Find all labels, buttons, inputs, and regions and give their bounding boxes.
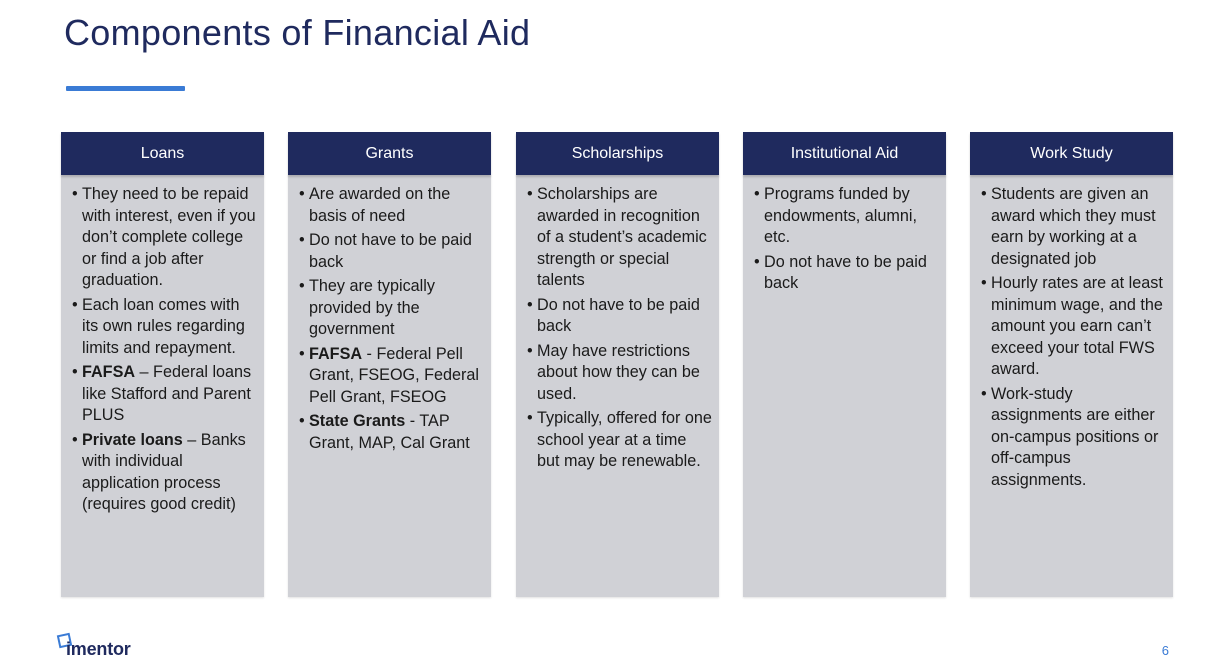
bullet-icon: • <box>527 409 533 427</box>
column-header: Institutional Aid <box>743 132 946 175</box>
bullet-bold-term: FAFSA <box>309 344 363 363</box>
bullet-icon: • <box>981 274 987 292</box>
bullet-item <box>754 184 940 249</box>
bullet-icon: • <box>299 231 305 249</box>
bullet-icon: • <box>981 384 987 403</box>
bullet-text: Students are given an award which they must earn by working at a designated job <box>991 185 1156 268</box>
bullet-item <box>981 384 1167 492</box>
bullet-icon: • <box>754 252 760 271</box>
column-header: Scholarships <box>516 132 719 175</box>
bullet-icon: • <box>299 185 305 203</box>
bullet-bold-term: FAFSA <box>82 363 136 381</box>
bullet-item <box>299 184 485 227</box>
bullet-icon: • <box>527 295 533 314</box>
bullet-list <box>527 184 713 473</box>
column-header: Grants <box>288 132 491 175</box>
bullet-item <box>527 341 713 406</box>
bullet-text: – Federal loans like Stafford and Parent PLUS <box>82 363 252 424</box>
bullet-icon: • <box>72 185 78 203</box>
bullet-text: Work-study assignments are either on-campus positions or off-campus assignments. <box>991 384 1159 489</box>
bullet-item <box>72 430 258 516</box>
bullet-item <box>299 276 485 341</box>
page-number: 6 <box>1161 643 1169 658</box>
bullet-icon: • <box>527 341 533 360</box>
column-institutional-aid <box>743 132 946 597</box>
bullet-text: - TAP Grant, MAP, Cal Grant <box>309 412 470 452</box>
bullet-item <box>299 411 485 454</box>
bullet-icon: • <box>299 277 305 295</box>
bullet-list <box>981 184 1167 491</box>
bullet-list <box>299 184 485 454</box>
bullet-list <box>72 184 258 516</box>
bullet-item <box>527 295 713 338</box>
column-body <box>288 175 491 597</box>
column-body <box>61 175 264 597</box>
bullet-text: Hourly rates are at least minimum wage, and the amount you earn can’t exceed your total FWS award. <box>991 274 1163 378</box>
bullet-icon: • <box>299 344 305 363</box>
bullet-text: They need to be repaid with interest, even if you don’t complete college or find a job after graduation. <box>82 185 256 289</box>
bullet-list <box>754 184 940 295</box>
column-work-study <box>970 132 1173 597</box>
bullet-icon: • <box>72 430 78 449</box>
bullet-item <box>527 408 713 473</box>
bullet-text: Programs funded by endowments, alumni, etc. <box>764 185 917 246</box>
column-body <box>516 175 719 597</box>
bullet-text: Scholarships are awarded in recognition of a student’s academic strength or special talents <box>537 185 707 289</box>
bullet-text: They are typically provided by the government <box>309 277 435 338</box>
slide-title: Components of Financial Aid <box>64 12 531 53</box>
bullet-text: - Federal Pell Grant, FSEOG, Federal Pell Grant, FSEOG <box>309 344 480 406</box>
bullet-item <box>754 252 940 295</box>
logo-text: imentor <box>66 639 131 659</box>
bullet-icon: • <box>72 295 78 314</box>
bullet-text: Typically, offered for one school year at a time but may be renewable. <box>537 409 712 470</box>
bullet-text: Do not have to be paid back <box>309 231 472 271</box>
column-header: Loans <box>61 132 264 175</box>
bullet-item <box>72 184 258 292</box>
bullet-item <box>981 184 1167 270</box>
bullet-icon: • <box>72 363 78 381</box>
bullet-item <box>299 344 485 409</box>
bullet-text: Each loan comes with its own rules regarding limits and repayment. <box>82 295 245 357</box>
bullet-icon: • <box>981 185 987 203</box>
bullet-text: Do not have to be paid back <box>537 295 700 335</box>
bullet-bold-term: Private loans <box>82 430 183 449</box>
imentor-logo <box>57 634 157 662</box>
column-body <box>970 175 1173 597</box>
bullet-item <box>527 184 713 292</box>
column-body <box>743 175 946 597</box>
bullet-text: – Banks with individual application process (requires good credit) <box>82 430 246 513</box>
bullet-item <box>299 230 485 273</box>
column-loans <box>61 132 264 597</box>
bullet-item <box>981 273 1167 381</box>
aid-columns <box>61 132 1173 597</box>
bullet-icon: • <box>754 185 760 203</box>
column-grants <box>288 132 491 597</box>
column-scholarships <box>516 132 719 597</box>
bullet-icon: • <box>527 185 533 203</box>
bullet-text: May have restrictions about how they can be used. <box>537 341 700 403</box>
column-header: Work Study <box>970 132 1173 175</box>
bullet-bold-term: State Grants <box>309 412 406 430</box>
bullet-icon: • <box>299 412 305 430</box>
bullet-item <box>72 295 258 360</box>
title-underline <box>66 86 185 91</box>
bullet-text: Do not have to be paid back <box>764 252 927 292</box>
bullet-text: Are awarded on the basis of need <box>309 185 451 225</box>
bullet-item <box>72 362 258 427</box>
